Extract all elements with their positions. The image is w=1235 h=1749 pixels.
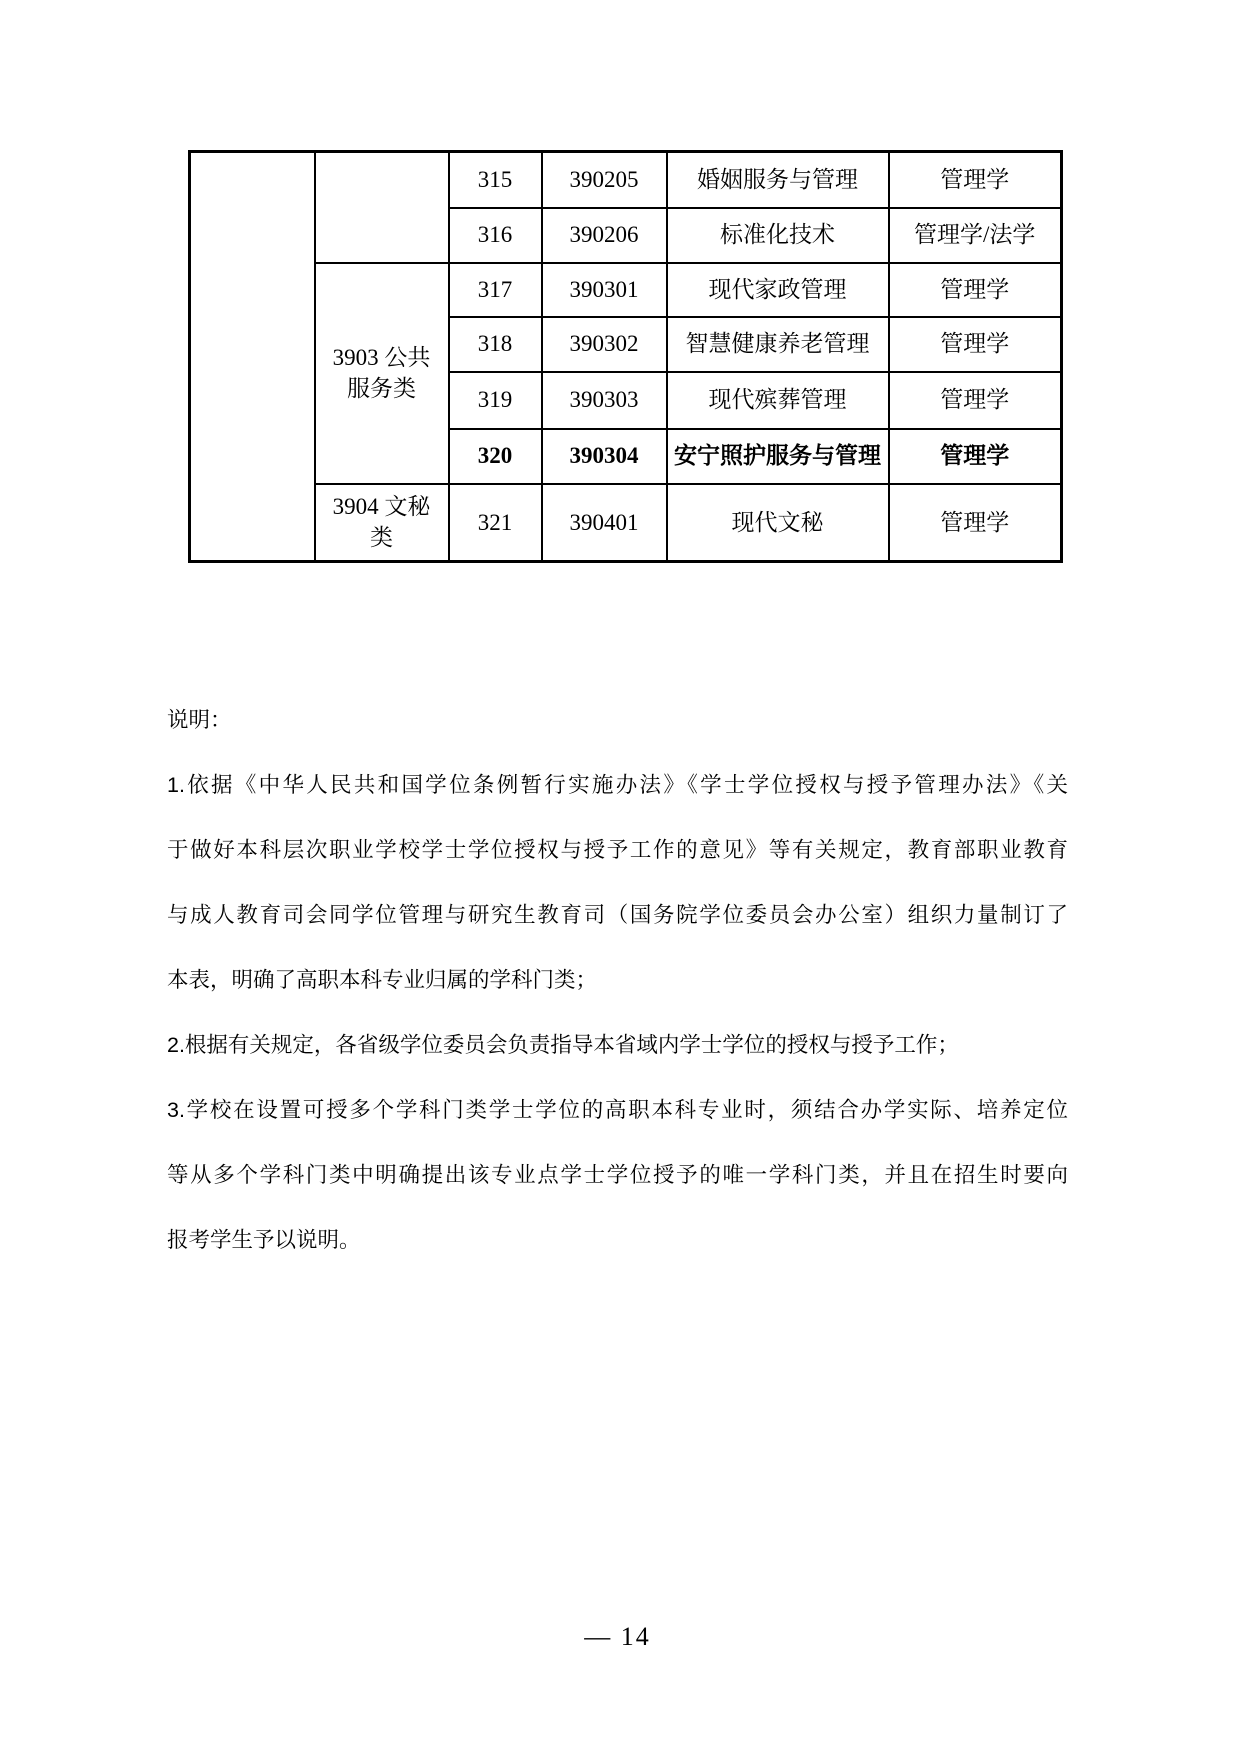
discipline-cell: 管理学	[889, 152, 1062, 208]
group-cell-blank	[315, 152, 449, 263]
major-cell: 现代殡葬管理	[667, 372, 889, 429]
major-cell: 智慧健康养老管理	[667, 317, 889, 372]
page-number: — 14	[584, 1622, 651, 1651]
note-line: 3.学校在设置可授多个学科门类学士学位的高职本科专业时，须结合办学实际、培养定位	[167, 1098, 1068, 1122]
notes-heading: 说明：	[167, 708, 232, 732]
discipline-cell: 管理学	[889, 429, 1062, 484]
code-cell: 390304	[542, 429, 667, 484]
seq-cell: 321	[449, 484, 542, 562]
note-line: 本表，明确了高职本科专业归属的学科门类；	[167, 968, 598, 992]
page-footer	[0, 1622, 1235, 1652]
code-cell: 390206	[542, 208, 667, 263]
code-cell: 390303	[542, 372, 667, 429]
code-cell: 390401	[542, 484, 667, 562]
note-line: 与成人教育司会同学位管理与研究生教育司（国务院学位委员会办公室）组织力量制订了	[167, 903, 1068, 927]
code-cell: 390205	[542, 152, 667, 208]
group-label-line: 3904 文秘	[332, 494, 431, 520]
seq-cell: 316	[449, 208, 542, 263]
discipline-cell: 管理学	[889, 372, 1062, 429]
majors-table	[188, 150, 1063, 563]
major-cell: 现代家政管理	[667, 263, 889, 317]
group-label-line: 服务类	[347, 376, 416, 401]
group-label-line: 3903 公共	[332, 344, 431, 370]
discipline-cell: 管理学	[889, 263, 1062, 317]
note-line: 1.依据《中华人民共和国学位条例暂行实施办法》《学士学位授权与授予管理办法》《关	[167, 773, 1068, 797]
major-cell: 标准化技术	[667, 208, 889, 263]
seq-cell: 315	[449, 152, 542, 208]
seq-cell: 320	[449, 429, 542, 484]
table-row	[190, 484, 1062, 562]
seq-cell: 317	[449, 263, 542, 317]
note-line: 于做好本科层次职业学校学士学位授权与授予工作的意见》等有关规定，教育部职业教育	[167, 838, 1068, 862]
discipline-cell: 管理学/法学	[889, 208, 1062, 263]
table-row	[190, 152, 1062, 208]
seq-cell: 318	[449, 317, 542, 372]
discipline-cell: 管理学	[889, 484, 1062, 562]
code-cell: 390301	[542, 263, 667, 317]
seq-cell: 319	[449, 372, 542, 429]
major-cell: 现代文秘	[667, 484, 889, 562]
note-line: 报考学生予以说明。	[167, 1228, 361, 1252]
code-cell: 390302	[542, 317, 667, 372]
group-cell-3904	[315, 484, 449, 562]
group-cell-3903	[315, 263, 449, 484]
major-cell: 婚姻服务与管理	[667, 152, 889, 208]
note-line: 2.根据有关规定，各省级学位委员会负责指导本省域内学士学位的授权与授予工作；	[167, 1033, 959, 1057]
major-cell: 安宁照护服务与管理	[667, 429, 889, 484]
note-line: 等从多个学科门类中明确提出该专业点学士学位授予的唯一学科门类，并且在招生时要向	[167, 1163, 1068, 1187]
table-row	[190, 263, 1062, 317]
discipline-cell: 管理学	[889, 317, 1062, 372]
group-label-line: 类	[370, 525, 393, 551]
spanner-cell	[190, 152, 315, 562]
notes-section	[167, 688, 1068, 1273]
